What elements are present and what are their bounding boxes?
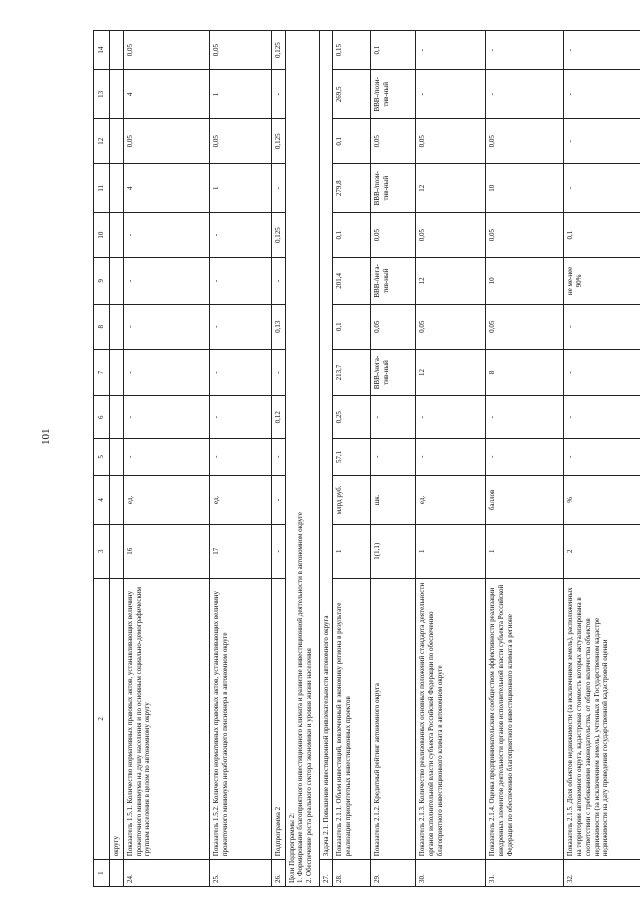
table-cell: - bbox=[564, 119, 640, 164]
table-cell: 269,5 bbox=[333, 70, 371, 119]
table-cell: ед. bbox=[123, 475, 209, 524]
table-cell: 14 bbox=[94, 31, 110, 70]
table-cell: 0,12 bbox=[271, 396, 285, 438]
table-cell: 0,15 bbox=[333, 31, 371, 70]
table-cell: 0,05 bbox=[486, 213, 564, 258]
table-cell: - bbox=[371, 396, 416, 438]
table-cell: % bbox=[564, 475, 640, 524]
table-cell: 1 bbox=[416, 524, 486, 578]
table-cell: - bbox=[271, 438, 285, 475]
table-row bbox=[371, 31, 416, 887]
table-cell: BBB-/пози-тив-ный bbox=[371, 164, 416, 213]
table-cell: 12 bbox=[416, 257, 486, 304]
table-cell: 1 bbox=[209, 70, 271, 119]
table-row bbox=[123, 31, 209, 887]
table-cell: - bbox=[271, 70, 285, 119]
table-cell: 2 bbox=[564, 524, 640, 578]
table-cell: 0,05 bbox=[209, 119, 271, 164]
table-cell: 0,05 bbox=[371, 304, 416, 349]
table-cell: - bbox=[416, 438, 486, 475]
table-cell: 0,13 bbox=[271, 304, 285, 349]
table-cell: 0,1 bbox=[333, 119, 371, 164]
table-cell: 0,125 bbox=[271, 119, 285, 164]
table-cell: 3 bbox=[94, 524, 110, 578]
table-cell: 13 bbox=[94, 70, 110, 119]
table-cell: 0,05 bbox=[123, 31, 209, 70]
table-cell: 17 bbox=[209, 524, 271, 578]
table-cell: - bbox=[371, 438, 416, 475]
table-cell: Показатель 2.1.3. Количество реализованных основных положений стандарта деятельности органов исполнительной власти субъекта Российской Федерации по обеспечению благоприятного инвестиционного климата в автономном округе bbox=[416, 578, 486, 860]
table-cell: 29. bbox=[371, 860, 416, 887]
table-cell: 0,05 bbox=[416, 213, 486, 258]
table-cell: 0,05 bbox=[371, 119, 416, 164]
table-cell: Показатель 1.5.1. Количество нормативных правовых актов, устанавливающих величину прожиточного минимума на душу населения и по основным социально-демографическим группам населения в целом по автономному округу bbox=[123, 578, 209, 860]
table-cell: не ме-нее 90% bbox=[564, 257, 640, 304]
table-cell: 10 bbox=[486, 164, 564, 213]
table-cell: 28. bbox=[333, 860, 371, 887]
table-row bbox=[110, 31, 124, 887]
table-cell: - bbox=[416, 31, 486, 70]
table-cell: 2 bbox=[94, 578, 110, 860]
table-cell: 0,125 bbox=[271, 213, 285, 258]
table-cell: 12 bbox=[416, 349, 486, 396]
table-cell: - bbox=[271, 349, 285, 396]
table-row bbox=[486, 31, 564, 887]
table-cell: 12 bbox=[416, 164, 486, 213]
table-cell: Показатель 1.5.2. Количество нормативных правовых актов, устанавливающих величину прожиточного минимума неработающего пенсионера в автономном округе bbox=[209, 578, 271, 860]
table-cell: 30. bbox=[416, 860, 486, 887]
table-cell: - bbox=[271, 524, 285, 578]
table-cell: - bbox=[209, 438, 271, 475]
table-cell: - bbox=[271, 257, 285, 304]
table-cell: - bbox=[564, 349, 640, 396]
table-cell: - bbox=[486, 70, 564, 119]
table-cell: 27. bbox=[319, 860, 333, 887]
table-cell: - bbox=[271, 164, 285, 213]
table-header-row bbox=[94, 31, 110, 887]
table-cell: 26. bbox=[271, 860, 285, 887]
table-cell: 1 bbox=[486, 524, 564, 578]
table-cell: Подпрограмма 2 bbox=[271, 578, 285, 860]
table-cell: 1 bbox=[209, 164, 271, 213]
table-cell: ед. bbox=[209, 475, 271, 524]
table-cell: 5 bbox=[94, 438, 110, 475]
table-cell: 12 bbox=[94, 119, 110, 164]
table-cell bbox=[110, 257, 124, 304]
table-cell: 0,125 bbox=[271, 31, 285, 70]
table-cell: 4 bbox=[123, 164, 209, 213]
table-cell bbox=[110, 119, 124, 164]
table-cell bbox=[110, 70, 124, 119]
table-cell: BBB-/нега-тив-ный bbox=[371, 349, 416, 396]
table-cell: 0,1 bbox=[564, 213, 640, 258]
table-cell bbox=[110, 213, 124, 258]
table-cell: округу bbox=[110, 578, 124, 860]
table-cell: - bbox=[271, 475, 285, 524]
table-cell: - bbox=[564, 304, 640, 349]
table-cell: - bbox=[209, 257, 271, 304]
table-cell: 10 bbox=[94, 213, 110, 258]
page-number: 101 bbox=[40, 428, 52, 445]
table-cell: млрд руб. bbox=[333, 475, 371, 524]
table-row bbox=[564, 31, 640, 887]
table-cell bbox=[110, 438, 124, 475]
table-cell: - bbox=[486, 396, 564, 438]
table-cell: 10 bbox=[486, 257, 564, 304]
table-cell: 4 bbox=[123, 70, 209, 119]
table-cell: баллов bbox=[486, 475, 564, 524]
table-cell: 213,7 bbox=[333, 349, 371, 396]
table-cell: - bbox=[123, 349, 209, 396]
table-cell: BBB-/нега-тив-ный bbox=[371, 257, 416, 304]
table-cell bbox=[110, 164, 124, 213]
table-cell: 31. bbox=[486, 860, 564, 887]
indicator-table bbox=[93, 30, 640, 887]
table-cell: 25. bbox=[209, 860, 271, 887]
table-row bbox=[271, 31, 285, 887]
table-cell bbox=[110, 31, 124, 70]
table-cell: Показатель 2.1.5. Доля объектов недвижимости (за исключением земель), расположенных на территории автономного округа, кадастровая стоимость которых актуализирована в соответствии с требованиями законодательства, от общего количества объектов недвижимости (за исключением земель), учтенных в Государственном кадастре недвижимости на дату проведения государственной кадастровой оценки bbox=[564, 578, 640, 860]
table-cell: - bbox=[486, 438, 564, 475]
table-cell: 16 bbox=[123, 524, 209, 578]
table-cell: Показатель 2.1.2. Кредитный рейтинг автономного округа bbox=[371, 578, 416, 860]
table-cell: 0,1 bbox=[333, 304, 371, 349]
table-row bbox=[333, 31, 371, 887]
table-cell: 0,05 bbox=[486, 304, 564, 349]
table-cell: 9 bbox=[94, 257, 110, 304]
table-cell: 57,1 bbox=[333, 438, 371, 475]
table-cell: 0,1 bbox=[333, 213, 371, 258]
table-cell: ед. bbox=[416, 475, 486, 524]
table-cell: 1 bbox=[94, 860, 110, 887]
table-cell: Показатель 2.1.1. Объем инвестиций, вовлеченный в экономику региона в результате реализации приоритетных инвестиционных проектов bbox=[333, 578, 371, 860]
table-cell: 279,8 bbox=[333, 164, 371, 213]
table-cell bbox=[110, 396, 124, 438]
table-cell: 11 bbox=[94, 164, 110, 213]
table-cell: - bbox=[123, 396, 209, 438]
table-cell: 6 bbox=[94, 396, 110, 438]
table-cell: 1 bbox=[333, 524, 371, 578]
table-cell: 8 bbox=[486, 349, 564, 396]
table-row bbox=[416, 31, 486, 887]
rotated-content bbox=[93, 30, 640, 887]
table-cell: 0,1 bbox=[371, 31, 416, 70]
table-cell: - bbox=[209, 396, 271, 438]
table-cell: - bbox=[209, 304, 271, 349]
table-cell: - bbox=[123, 438, 209, 475]
table-cell: 4 bbox=[94, 475, 110, 524]
table-cell: шк. bbox=[371, 475, 416, 524]
table-cell: Показатель 2.1.4. Оценка предпринимательским сообществом эффективности реализации внедренных элементов деятельности органов исполнительной власти субъекта Российской Федерации по обеспечению благоприятного инвестиционного климата в регионе bbox=[486, 578, 564, 860]
table-cell: - bbox=[416, 396, 486, 438]
table-cell bbox=[110, 860, 124, 887]
table-cell: - bbox=[123, 304, 209, 349]
table-cell: - bbox=[564, 396, 640, 438]
table-cell: - bbox=[564, 164, 640, 213]
table-cell: 8 bbox=[94, 304, 110, 349]
table-cell: 24. bbox=[123, 860, 209, 887]
table-cell bbox=[110, 524, 124, 578]
table-row bbox=[319, 31, 333, 887]
table-cell: - bbox=[123, 213, 209, 258]
table-cell: 0,05 bbox=[371, 213, 416, 258]
table-cell: Задача 2.1. Повышение инвестиционной привлекательности автономного округа bbox=[319, 31, 333, 860]
table-cell: 7 bbox=[94, 349, 110, 396]
table-cell: 0,05 bbox=[209, 31, 271, 70]
table-cell: - bbox=[564, 70, 640, 119]
table-cell: 201,4 bbox=[333, 257, 371, 304]
table-cell bbox=[110, 304, 124, 349]
table-row bbox=[209, 31, 271, 887]
table-cell: - bbox=[564, 31, 640, 70]
table-cell: 0,05 bbox=[486, 119, 564, 164]
table-cell: 0,05 bbox=[123, 119, 209, 164]
table-cell: 1(1,1) bbox=[371, 524, 416, 578]
table-cell: 32. bbox=[564, 860, 640, 887]
table-cell: - bbox=[123, 257, 209, 304]
table-cell: BBB-/пози-тив-ный bbox=[371, 70, 416, 119]
table-cell: 0,05 bbox=[416, 304, 486, 349]
table-cell: Цели Подпрограммы 2: 1. Формирование благоприятного инвестиционного климата и развитие инвестиционной деятельности в автономном округе 2. Обеспечение роста реального сектора экономики и уровня жизни населения bbox=[285, 31, 319, 887]
table-cell: - bbox=[209, 349, 271, 396]
table-cell: - bbox=[209, 213, 271, 258]
table-cell: 0,05 bbox=[416, 119, 486, 164]
table-cell bbox=[110, 475, 124, 524]
table-cell: - bbox=[564, 438, 640, 475]
table-cell bbox=[110, 349, 124, 396]
table-cell: - bbox=[486, 31, 564, 70]
table-cell: - bbox=[416, 70, 486, 119]
table-row bbox=[285, 31, 319, 887]
table-cell: 0,25 bbox=[333, 396, 371, 438]
